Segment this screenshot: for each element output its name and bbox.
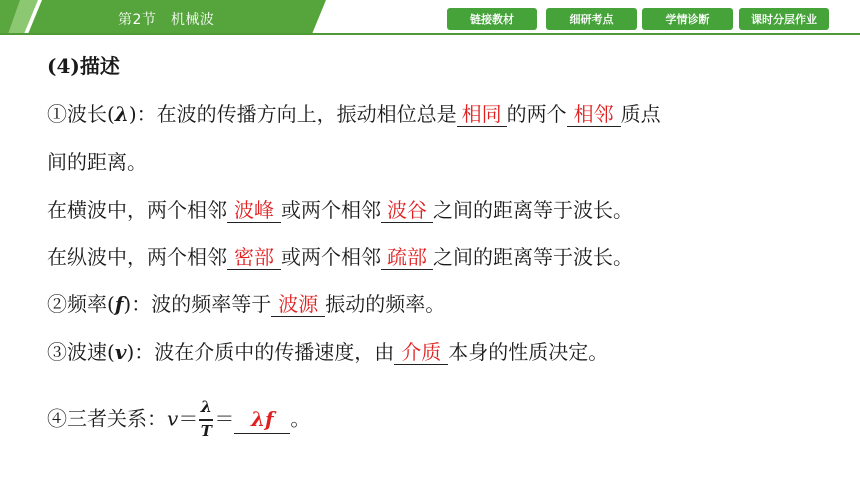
text-segment: 在纵波中，两个相邻 [47, 245, 227, 269]
fraction-bar [199, 419, 213, 421]
wavelength-line-cont: 间的距离。 [47, 150, 147, 174]
text-segment: 的两个 [506, 102, 567, 126]
answer-text: 波谷 [387, 198, 427, 222]
answer-text: 密部 [234, 245, 274, 269]
transverse-wave-line [47, 196, 633, 224]
item-number: ① [47, 102, 67, 126]
equals-sign: ＝ [178, 406, 199, 431]
top-banner [0, 0, 860, 36]
text-segment: )：波的频率等于 [123, 292, 272, 316]
relation-line [47, 397, 311, 440]
f-symbol: f [114, 292, 124, 316]
v-symbol: v [114, 340, 127, 364]
answer-text: 疏部 [387, 245, 427, 269]
text-segment: 波速( [67, 340, 115, 364]
answer-blank [227, 198, 281, 223]
text-segment: 之间的距离等于波长。 [433, 198, 633, 222]
text-segment: 在横波中，两个相邻 [47, 198, 227, 222]
answer-text: 波峰 [234, 198, 274, 222]
text-segment: 波长( [67, 102, 115, 126]
text-segment: 或两个相邻 [281, 198, 381, 222]
tab-diagnosis[interactable]: 学情诊断 [642, 8, 733, 30]
text-segment: 。 [290, 406, 311, 431]
text-segment: 本身的性质决定。 [448, 340, 609, 364]
answer-blank [457, 102, 507, 127]
section-title: 第2节 机械波 [118, 12, 215, 28]
frequency-line [47, 290, 445, 318]
answer-text: 相同 [461, 102, 502, 126]
heading-describe: (4)描述 [47, 54, 120, 78]
item-number: ③ [47, 340, 67, 364]
item-number: ④ [47, 406, 67, 431]
answer-blank [271, 292, 325, 317]
answer-blank [227, 245, 281, 270]
item-number: ② [47, 292, 67, 316]
text-segment: 之间的距离等于波长。 [433, 245, 633, 269]
answer-text: λf [250, 406, 274, 431]
v-symbol: v [167, 406, 179, 431]
equals-sign: ＝ [214, 406, 235, 431]
answer-text: 波源 [278, 292, 319, 316]
lambda-symbol: λ [114, 102, 129, 126]
answer-text: 相邻 [573, 102, 614, 126]
lambda-over-t-fraction [199, 398, 213, 442]
text-segment: 质点 [620, 102, 661, 126]
text-segment: 或两个相邻 [281, 245, 381, 269]
answer-blank [567, 102, 621, 127]
tab-link-textbook[interactable]: 链接教材 [447, 8, 537, 30]
tab-homework[interactable]: 课时分层作业 [739, 8, 829, 30]
answer-blank [381, 198, 433, 223]
answer-blank [394, 340, 448, 365]
answer-blank [381, 245, 433, 270]
wave-speed-line [47, 338, 608, 366]
answer-text: 介质 [401, 340, 442, 364]
text-segment: )：在波的传播方向上，振动相位总是 [128, 102, 457, 126]
answer-blank [234, 405, 290, 434]
fraction-numerator: λ [200, 397, 212, 416]
tab-study-points[interactable]: 细研考点 [546, 8, 637, 30]
header-divider [0, 33, 860, 35]
text-segment: 频率( [67, 292, 115, 316]
text-segment: 三者关系： [67, 406, 167, 431]
text-segment: 振动的频率。 [325, 292, 446, 316]
fraction-denominator: T [200, 422, 212, 440]
text-segment: )：波在介质中的传播速度，由 [126, 340, 395, 364]
longitudinal-wave-line [47, 243, 633, 271]
wavelength-line [47, 100, 661, 128]
